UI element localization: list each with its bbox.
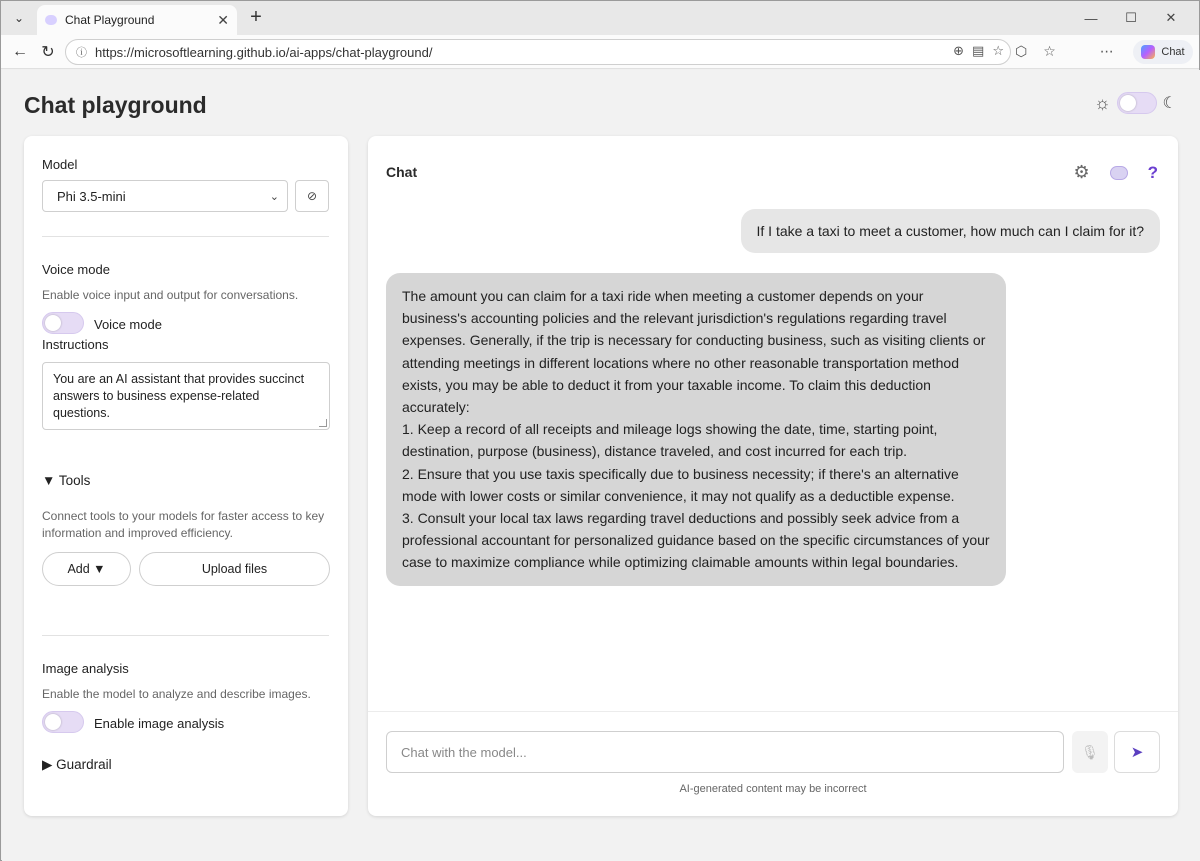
unlink-model-button[interactable] — [295, 180, 329, 212]
copilot-icon — [1141, 45, 1155, 59]
assistant-message-paragraph: 3. Consult your local tax laws regarding travel deductions and possibly seek advice from a professional accountant for personalized guidance based on the specific circumstances of your case to maximize compliance while optimizing claimable amounts within legal boundaries. — [402, 510, 990, 571]
voice-mode-toggle[interactable] — [42, 312, 84, 334]
url-field[interactable] — [65, 39, 1011, 65]
divider — [368, 711, 1178, 712]
moon-icon: ☾ — [1162, 95, 1177, 112]
chat-input[interactable] — [386, 731, 1064, 773]
help-icon[interactable]: ? — [1147, 162, 1158, 182]
chat-bubble-icon[interactable] — [1110, 166, 1128, 180]
microphone-icon: 🎙 — [1081, 743, 1099, 760]
divider — [42, 635, 329, 636]
minimize-icon[interactable]: — — [1084, 10, 1098, 26]
voice-mode-toggle-label: Voice mode — [94, 317, 162, 332]
chat-title: Chat — [386, 164, 418, 180]
divider — [42, 236, 329, 237]
image-analysis-toggle[interactable] — [42, 711, 84, 733]
resize-handle-icon[interactable] — [319, 419, 327, 427]
tab-chat-playground[interactable] — [37, 5, 237, 35]
add-tool-button[interactable]: Add ▼ — [42, 552, 131, 586]
ai-disclaimer: AI-generated content may be incorrect — [679, 783, 867, 795]
upload-files-button[interactable]: Upload files — [139, 552, 330, 586]
assistant-message — [386, 273, 1006, 586]
assistant-message-paragraph: The amount you can claim for a taxi ride when meeting a customer depends on your business's accounting policies and the relevant jurisdiction's regulations regarding travel expenses. Generally, if the trip is necessary for conducting business, such as visiting clients or attending meetings in different locations where no other reasonable transportation method exists, you may be able to deduct it from your taxable income. To claim this deduction accurately: — [402, 288, 986, 416]
image-analysis-heading: Image analysis — [42, 661, 129, 676]
favorites-icon[interactable]: ☆ — [1043, 43, 1056, 59]
settings-panel — [24, 136, 348, 816]
theme-toggle — [1094, 92, 1177, 114]
assistant-message-paragraph: 1. Keep a record of all receipts and mileage logs showing the date, time, starting point, destination, purpose (business), distance traveled, and cost incurred for each trip. — [402, 421, 938, 460]
tools-section-toggle[interactable]: ▼ Tools — [42, 473, 91, 488]
microphone-button[interactable] — [1072, 731, 1108, 773]
page-title: Chat playground — [24, 92, 207, 118]
image-analysis-description: Enable the model to analyze and describe images. — [42, 687, 311, 701]
copilot-chat-button[interactable] — [1133, 40, 1193, 64]
instructions-heading: Instructions — [42, 337, 109, 352]
extensions-icon[interactable]: ⬡ — [1015, 43, 1028, 59]
instructions-text: You are an AI assistant that provides succinct answers to business expense-related questions. — [53, 372, 305, 420]
model-selected-value: Phi 3.5-mini — [57, 188, 126, 204]
chat-toolbar — [1073, 162, 1158, 183]
instructions-textarea[interactable] — [42, 362, 330, 430]
chat-input-placeholder: Chat with the model... — [401, 744, 527, 760]
chevron-down-icon: ⌄ — [269, 190, 279, 203]
send-button[interactable] — [1114, 731, 1160, 773]
image-analysis-toggle-label: Enable image analysis — [94, 716, 225, 731]
back-arrow-icon[interactable]: ← — [12, 43, 28, 60]
refresh-icon[interactable]: ↻ — [41, 44, 55, 61]
reader-view-icon[interactable]: ▤ — [972, 43, 985, 58]
chat-favicon-icon — [45, 15, 57, 25]
user-message-text: If I take a taxi to meet a customer, how much can I claim for it? — [756, 223, 1144, 239]
send-icon: ➤ — [1130, 744, 1144, 761]
more-options-icon[interactable]: ⋯ — [1099, 43, 1114, 59]
assistant-message-paragraph: 2. Ensure that you use taxis specifically due to business necessity; if there's an alternative mode with lower costs or similar convenience, it may not qualify as a deductible expense. — [402, 465, 959, 504]
tab-title: Chat Playground — [65, 13, 155, 27]
tools-description: Connect tools to your models for faster access to key information and improved efficiency. — [42, 509, 325, 540]
user-message — [741, 209, 1161, 253]
voice-mode-heading: Voice mode — [42, 262, 110, 277]
sun-icon: ☼ — [1094, 92, 1111, 113]
guardrail-section-toggle[interactable]: ▶ Guardrail — [42, 757, 112, 772]
dark-mode-switch[interactable] — [1117, 92, 1157, 114]
copilot-label: Chat — [1161, 46, 1185, 58]
tab-bar — [1, 1, 1199, 35]
url-text: https://microsoftlearning.github.io/ai-apps/chat-playground/ — [95, 44, 433, 60]
window-controls — [1071, 5, 1191, 31]
site-info-icon[interactable]: ⓘ — [76, 47, 87, 59]
close-tab-icon[interactable]: ✕ — [217, 11, 229, 28]
model-label: Model — [42, 157, 78, 172]
favorite-star-icon[interactable]: ☆ — [992, 43, 1004, 58]
close-window-icon[interactable]: ✕ — [1165, 10, 1177, 25]
maximize-icon[interactable]: ☐ — [1125, 10, 1137, 25]
chat-panel — [368, 136, 1178, 816]
unlink-icon: ⊘ — [306, 189, 318, 203]
address-bar — [1, 35, 1199, 69]
gear-icon[interactable]: ⚙ — [1073, 162, 1090, 182]
new-tab-icon[interactable]: + — [250, 6, 262, 28]
page-content — [2, 70, 1200, 861]
model-select[interactable] — [42, 180, 288, 212]
zoom-icon[interactable]: ⊕ — [953, 43, 965, 58]
voice-mode-description: Enable voice input and output for conversations. — [42, 288, 299, 302]
tab-actions-menu-icon[interactable]: ⌄ — [13, 11, 25, 25]
